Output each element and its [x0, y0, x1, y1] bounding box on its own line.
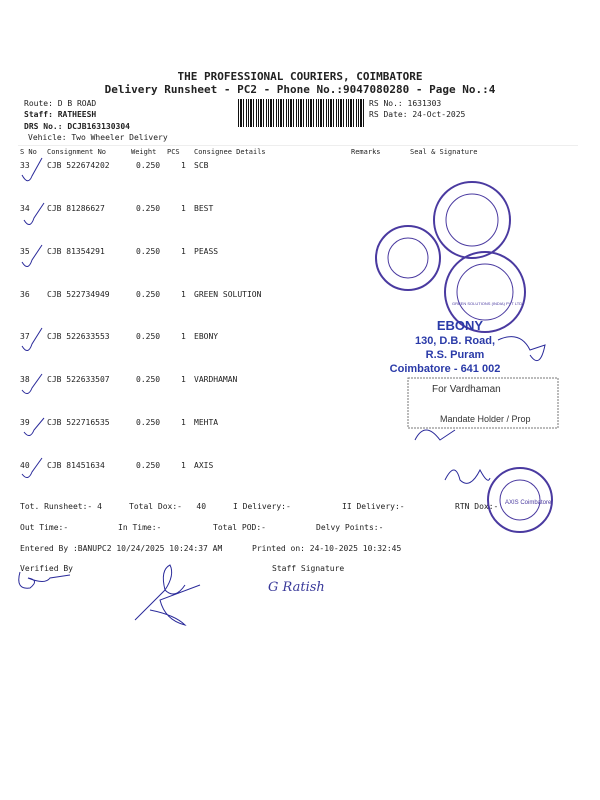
- row-consignee: EBONY: [194, 332, 219, 341]
- row-consignment: CJB 522633507: [47, 375, 110, 384]
- staff-signed-name: G Ratish: [268, 580, 325, 595]
- receiver-signature: [498, 337, 545, 361]
- row-pcs: 1: [181, 290, 186, 299]
- row-consignee: MEHTA: [194, 418, 219, 427]
- row-consignment: CJB 522716535: [47, 418, 110, 427]
- rtn-dox: RTN Dox:-: [455, 502, 499, 511]
- row-weight: 0.250: [136, 161, 161, 170]
- row-pcs: 1: [181, 247, 186, 256]
- receiver-signature: [415, 430, 455, 440]
- green-solutions-stamp-2: [445, 252, 525, 332]
- verifier-signature: [19, 572, 70, 588]
- row-weight: 0.250: [136, 418, 161, 427]
- col-sno: S No: [20, 148, 37, 156]
- row-consignment: CJB 522734949: [47, 290, 110, 299]
- row-pcs: 1: [181, 461, 186, 470]
- col-consignment: Consignment No: [47, 148, 107, 156]
- ebony-stamp-line: Coimbatore - 641 002: [389, 363, 501, 375]
- green-solutions-stamp: [434, 182, 510, 258]
- row-weight: 0.250: [136, 204, 161, 213]
- in-time: In Time:-: [118, 523, 162, 532]
- vardhaman-stamp-line: For Vardhaman: [432, 384, 501, 395]
- axis-stamp: [488, 468, 552, 532]
- staff-signature-label: Staff Signature: [272, 564, 345, 573]
- divider: [18, 145, 578, 146]
- row-sno: 35: [20, 247, 30, 256]
- row-pcs: 1: [181, 161, 186, 170]
- row-weight: 0.250: [136, 290, 161, 299]
- verified-by-label: Verified By: [20, 564, 73, 573]
- col-pcs: PCS: [167, 148, 180, 156]
- officer-signature: [135, 565, 200, 625]
- row-consignee: PEASS: [194, 247, 219, 256]
- row-weight: 0.250: [136, 375, 161, 384]
- row-sno: 36: [20, 290, 30, 299]
- row-consignment: CJB 81286627: [47, 204, 105, 213]
- col-weight: Weight: [131, 148, 157, 156]
- ebony-stamp-line: R.S. Puram: [425, 349, 485, 361]
- col-seal-signature: Seal & Signature: [410, 148, 478, 156]
- barcode: [238, 99, 366, 127]
- stamp-circle: [376, 226, 440, 290]
- row-sno: 33: [20, 161, 30, 170]
- row-consignee: VARDHAMAN: [194, 375, 238, 384]
- row-consignee: SCB: [194, 161, 209, 170]
- row-pcs: 1: [181, 332, 186, 341]
- total-pod: Total POD:-: [213, 523, 266, 532]
- company-title: THE PROFESSIONAL COURIERS, COIMBATORE: [177, 70, 423, 83]
- row-sno: 40: [20, 461, 30, 470]
- ebony-stamp-line: EBONY: [436, 318, 484, 333]
- row-weight: 0.250: [136, 332, 161, 341]
- rs-number: RS No.: 1631303: [369, 99, 442, 108]
- drs-number: DRS No.: DCJB163130304: [24, 122, 130, 131]
- row-consignment: CJB 81354291: [47, 247, 105, 256]
- row-consignee: BEST: [194, 204, 214, 213]
- tot-runsheet: Tot. Runsheet:- 4: [20, 502, 102, 511]
- green-solutions-text: GREEN SOLUTIONS (INDIA) PVT LTD.: [452, 301, 524, 306]
- row-sno: 34: [20, 204, 30, 213]
- axis-text: AXIS Coimbatore: [505, 500, 552, 506]
- runsheet-subtitle: Delivery Runsheet - PC2 - Phone No.:9047080280 - Page No.:4: [104, 83, 496, 96]
- row-consignment: CJB 522633553: [47, 332, 110, 341]
- i-delivery: I Delivery:-: [233, 502, 291, 511]
- row-weight: 0.250: [136, 461, 161, 470]
- row-sno: 37: [20, 332, 30, 341]
- entered-by: Entered By :BANUPC2 10/24/2025 10:24:37 AM: [20, 544, 223, 553]
- row-pcs: 1: [181, 375, 186, 384]
- delvy-points: Delvy Points:-: [316, 523, 384, 532]
- row-pcs: 1: [181, 418, 186, 427]
- ii-delivery: II Delivery:-: [342, 502, 405, 511]
- ebony-stamp-line: 130, D.B. Road,: [414, 335, 496, 347]
- rs-date: RS Date: 24-Oct-2025: [369, 110, 466, 119]
- receiver-signature: [445, 470, 490, 483]
- vardhaman-stamp-line: Mandate Holder / Prop: [440, 414, 531, 424]
- row-consignment: CJB 522674202: [47, 161, 110, 170]
- row-consignee: GREEN SOLUTION: [194, 290, 262, 299]
- vehicle: Vehicle: Two Wheeler Delivery: [28, 133, 168, 142]
- row-pcs: 1: [181, 204, 186, 213]
- vardhaman-stamp-box: [408, 378, 558, 428]
- row-consignee: AXIS: [194, 461, 214, 470]
- row-sno: 39: [20, 418, 30, 427]
- out-time: Out Time:-: [20, 523, 69, 532]
- staff: Staff: RATHEESH: [24, 110, 97, 119]
- col-remarks: Remarks: [351, 148, 381, 156]
- row-sno: 38: [20, 375, 30, 384]
- printed-on: Printed on: 24-10-2025 10:32:45: [252, 544, 402, 553]
- route: Route: D B ROAD: [24, 99, 97, 108]
- col-consignee: Consignee Details: [194, 148, 266, 156]
- row-weight: 0.250: [136, 247, 161, 256]
- total-dox: Total Dox:- 40: [129, 502, 207, 511]
- row-consignment: CJB 81451634: [47, 461, 105, 470]
